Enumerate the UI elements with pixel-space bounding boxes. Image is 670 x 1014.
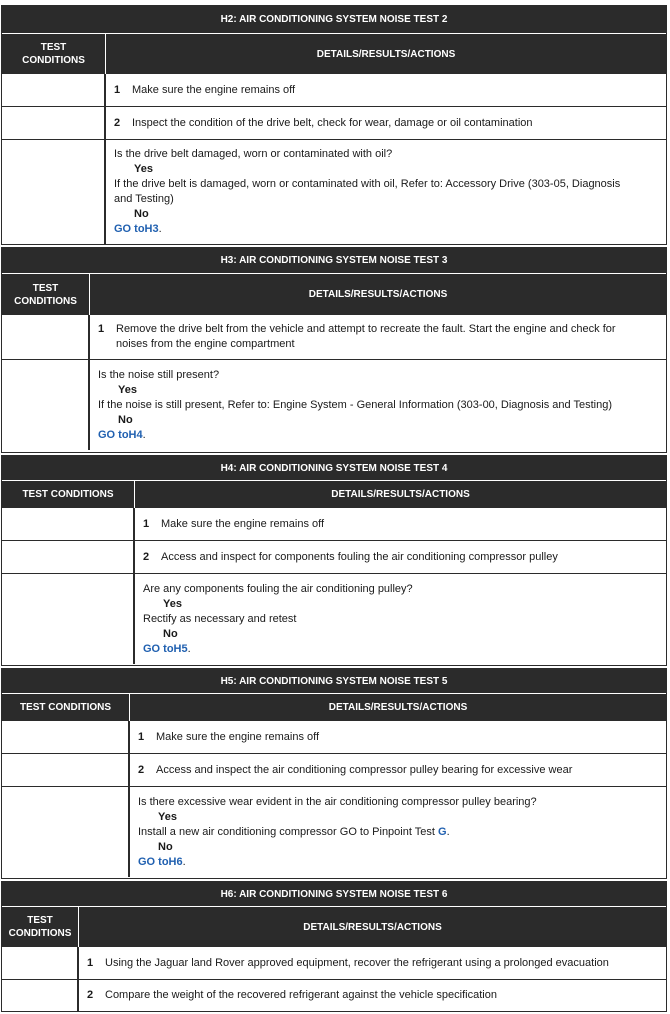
test-title: H3: AIR CONDITIONING SYSTEM NOISE TEST 3 xyxy=(2,248,666,274)
step-row xyxy=(2,753,666,786)
question-answer: Are any components fouling the air conditioning pulley? Yes Rectify as necessary and retest No GO toH5. xyxy=(143,582,413,655)
col-test-conditions: TEST CONDITIONS xyxy=(2,34,106,74)
step-2: 2 Inspect the condition of the drive belt, check for wear, damage or oil contamination xyxy=(114,116,533,129)
yes-action: If the drive belt is damaged, worn or contaminated with oil, Refer to: Accessory Drive (303-05, Diagnosis and Testing) xyxy=(114,178,621,205)
step-2: 2 Access and inspect the air conditioning compressor pulley bearing for excessive wear xyxy=(138,763,573,776)
column-header-row xyxy=(2,481,666,508)
question-answer: Is the drive belt damaged, worn or contaminated with oil? Yes If the drive belt is damaged, worn or contaminated with oil, Refer to: Accessory Drive (303-05, Diagnosis and Testing) No GO toH3. xyxy=(106,147,666,237)
question-text: Is there excessive wear evident in the air conditioning compressor pulley bearing? xyxy=(138,795,537,808)
column-header-row xyxy=(2,694,666,721)
step-row xyxy=(2,508,666,540)
question-answer: Is there excessive wear evident in the air conditioning compressor pulley bearing? Yes Install a new air conditioning compressor GO to Pinpoint Test G. No GO toH6. xyxy=(138,795,537,868)
conditions-cell xyxy=(2,754,130,786)
step-1: 1 Make sure the engine remains off xyxy=(114,83,296,96)
test-title: H6: AIR CONDITIONING SYSTEM NOISE TEST 6 xyxy=(2,882,666,907)
col-details: DETAILS/RESULTS/ACTIONS xyxy=(303,921,442,933)
question-answer: Is the noise still present? Yes If the noise is still present, Refer to: Engine System - General Information (303-00, Diagnosis and Testing) No GO toH4. xyxy=(98,368,612,441)
go-to-h4-link[interactable]: GO toH4 xyxy=(98,428,143,441)
yes-label: Yes xyxy=(158,810,177,823)
conditions-cell xyxy=(2,74,106,106)
column-header-row xyxy=(2,34,666,74)
conditions-cell xyxy=(2,140,106,244)
conditions-cell xyxy=(2,541,135,573)
yes-label: Yes xyxy=(134,163,153,175)
test-h6 xyxy=(1,881,667,1012)
col-test-conditions: TEST CONDITIONS xyxy=(2,274,90,315)
conditions-cell xyxy=(2,721,130,753)
step-1: 1 Make sure the engine remains off xyxy=(138,730,320,743)
conditions-cell xyxy=(2,360,90,450)
col-details: DETAILS/RESULTS/ACTIONS xyxy=(328,702,468,713)
conditions-cell xyxy=(2,508,135,540)
pinpoint-test-g-link[interactable]: G xyxy=(438,825,447,838)
conditions-cell xyxy=(2,787,130,877)
step-row xyxy=(2,74,666,106)
col-details: DETAILS/RESULTS/ACTIONS xyxy=(316,48,456,60)
col-test-conditions: TEST CONDITIONS xyxy=(2,907,79,947)
step-row xyxy=(2,979,666,1011)
result-row xyxy=(2,573,666,664)
step-1: 1 Make sure the engine remains off xyxy=(143,517,325,530)
no-label: No xyxy=(158,840,173,853)
step-2: 2 Access and inspect for components fouling the air conditioning compressor pulley xyxy=(143,550,558,563)
step-row xyxy=(2,721,666,753)
go-to-h3-link[interactable]: GO toH3 xyxy=(114,223,159,235)
step-row xyxy=(2,315,666,359)
no-label: No xyxy=(163,627,178,640)
step-1: 1 Remove the drive belt from the vehicle and attempt to recreate the fault. Start the engine and check for noises from the engine compartment xyxy=(98,323,616,350)
conditions-cell xyxy=(2,947,79,979)
test-title: H2: AIR CONDITIONING SYSTEM NOISE TEST 2 xyxy=(2,6,666,34)
result-row xyxy=(2,139,666,244)
step-row xyxy=(2,540,666,573)
test-h2 xyxy=(1,5,667,245)
no-label: No xyxy=(118,413,133,426)
yes-label: Yes xyxy=(163,597,182,610)
yes-action: If the noise is still present, Refer to: Engine System - General Information (303-00, Diagnosis and Testing) xyxy=(98,398,612,411)
no-label: No xyxy=(134,208,149,220)
test-h3 xyxy=(1,247,667,453)
go-to-h5-link[interactable]: GO toH5 xyxy=(143,642,188,655)
column-header-row xyxy=(2,274,666,315)
step-row xyxy=(2,947,666,979)
go-to-h6-link[interactable]: GO toH6 xyxy=(138,855,183,868)
step-2: 2 Compare the weight of the recovered refrigerant against the vehicle specification xyxy=(87,989,497,1001)
test-title: H4: AIR CONDITIONING SYSTEM NOISE TEST 4 xyxy=(2,456,666,481)
question-text: Is the noise still present? xyxy=(98,368,220,381)
conditions-cell xyxy=(2,107,106,139)
result-row xyxy=(2,786,666,877)
test-h4 xyxy=(1,455,667,666)
question-text: Is the drive belt damaged, worn or contaminated with oil? xyxy=(114,148,393,160)
test-h5 xyxy=(1,668,667,879)
yes-label: Yes xyxy=(118,383,137,396)
result-row xyxy=(2,359,666,450)
conditions-cell xyxy=(2,315,90,359)
yes-action: Install a new air conditioning compressor GO to Pinpoint Test xyxy=(138,825,439,838)
conditions-cell xyxy=(2,980,79,1011)
conditions-cell xyxy=(2,574,135,664)
question-text: Are any components fouling the air conditioning pulley? xyxy=(143,582,413,595)
col-details: DETAILS/RESULTS/ACTIONS xyxy=(308,289,448,300)
test-title: H5: AIR CONDITIONING SYSTEM NOISE TEST 5 xyxy=(2,669,666,694)
col-test-conditions: TEST CONDITIONS xyxy=(2,481,135,508)
col-details: DETAILS/RESULTS/ACTIONS xyxy=(331,489,470,500)
col-test-conditions: TEST CONDITIONS xyxy=(2,694,130,721)
column-header-row xyxy=(2,907,666,947)
step-row xyxy=(2,106,666,139)
step-1: 1 Using the Jaguar land Rover approved equipment, recover the refrigerant using a prolonged evacuation xyxy=(87,956,609,969)
yes-action: Rectify as necessary and retest xyxy=(143,612,297,625)
